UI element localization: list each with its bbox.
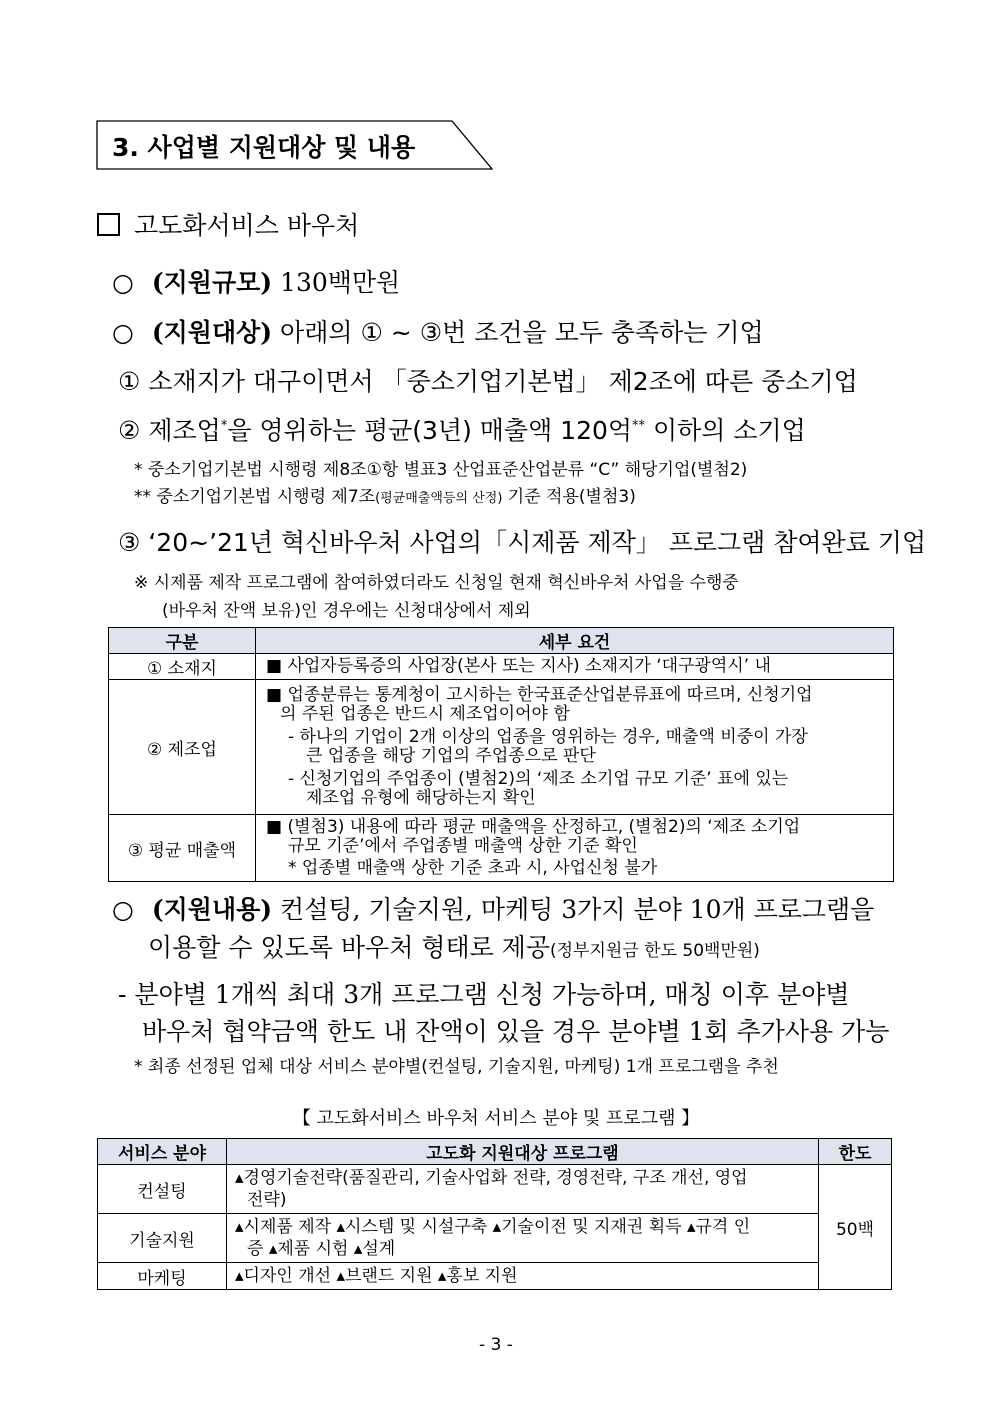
row-programs: ▴디자인 개선 ▴브랜드 지원 ▴홍보 지원 [227, 1263, 819, 1290]
table-header-row [109, 628, 894, 654]
circle-bullet-icon: ○ [112, 268, 134, 297]
column-header: 고도화 지원대상 프로그램 [227, 1139, 819, 1165]
column-header: 구분 [109, 628, 256, 654]
field-line-1: - 분야별 1개씩 최대 3개 프로그램 신청 가능하며, 매칭 이후 분야별 [118, 980, 850, 1009]
support-target-text: 아래의 ① ~ ③번 조건을 모두 충족하는 기업 [272, 318, 764, 347]
row-category: 기술지원 [98, 1214, 227, 1263]
support-scale-value: 130백만원 [272, 268, 401, 297]
footnote-1: * 중소기업기본법 시행령 제8조①항 별표3 산업표준산업분류 “C” 해당기업(별첨2) [134, 460, 748, 480]
row-category: ② 제조업 [109, 680, 256, 815]
condition-2: ② 제조업*을 영위하는 평균(3년) 매출액 120억** 이하의 소기업 [118, 416, 806, 445]
warning-line-1: ※ 시제품 제작 프로그램에 참여하였더라도 신청일 현재 혁신바우처 사업을 수행중 [134, 573, 739, 593]
limit-cell: 50백 [819, 1165, 892, 1290]
column-header: 세부 요건 [256, 628, 894, 654]
table-row [98, 1214, 892, 1263]
section-heading: 3. 사업별 지원대상 및 내용 [112, 133, 416, 162]
support-target-line [112, 313, 764, 349]
table-row [98, 1263, 892, 1290]
row-category: ① 소재지 [109, 654, 256, 680]
circle-bullet-icon: ○ [112, 318, 134, 347]
support-content-label: (지원내용) [151, 895, 273, 924]
row-detail: ■ (별첨3) 내용에 따라 평균 매출액을 산정하고, (별첨2)의 ‘제조 소기업 규모 기준’에서 주업종별 매출액 상한 기준 확인 * 업종별 매출액 상한 기준 초과 시, 사업신청 불가 [256, 815, 894, 882]
checkbox-square-icon [97, 213, 120, 236]
support-scale-line [112, 263, 400, 299]
table-row [109, 680, 894, 815]
footnote-3: * 최종 선정된 업체 대상 서비스 분야별(컨설팅, 기술지원, 마케팅) 1개 프로그램을 추천 [134, 1057, 779, 1077]
row-category: 컨설팅 [98, 1165, 227, 1214]
support-scale-label: (지원규모) [151, 268, 273, 297]
warning-line-2: (바우처 잔액 보유)인 경우에는 신청대상에서 제외 [162, 601, 531, 621]
field-line-2: 바우처 협약금액 한도 내 잔액이 있을 경우 분야별 1회 추가사용 가능 [142, 1017, 890, 1046]
column-header: 서비스 분야 [98, 1139, 227, 1165]
row-category: ③ 평균 매출액 [109, 815, 256, 882]
footnote-2: ** 중소기업기본법 시행령 제7조(평균매출액등의 산정) 기준 적용(별첨3) [134, 487, 636, 507]
requirements-table [108, 627, 894, 882]
row-category: 마케팅 [98, 1263, 227, 1290]
table-row [109, 654, 894, 680]
service-table [97, 1138, 892, 1290]
condition-1: ① 소재지가 대구이면서 「중소기업기본법」 제2조에 따른 중소기업 [118, 367, 858, 396]
row-detail: ■ 사업자등록증의 사업장(본사 또는 지사) 소재지가 ‘대구광역시’ 내 [256, 654, 894, 680]
column-header: 한도 [819, 1139, 892, 1165]
support-content-line-2: 이용할 수 있도록 바우처 형태로 제공(정부지원금 한도 50백만원) [148, 933, 760, 962]
support-target-label: (지원대상) [151, 318, 273, 347]
row-programs: ▴시제품 제작 ▴시스템 및 시설구축 ▴기술이전 및 지재권 획득 ▴규격 인 증 ▴제품 시험 ▴설계 [227, 1214, 819, 1263]
row-detail: ■ 업종분류는 통계청이 고시하는 한국표준산업분류표에 따르며, 신청기업 의 주된 업종은 반드시 제조업이어야 함 - 하나의 기업이 2개 이상의 업종을 영위하는 경우, 매출액 비중이 가장 큰 업종을 해당 기업의 주업종으로 판단 - 신청기업의 주업종이 (별첨2)의 ‘제조 소기업 규모 기준’ 표에 있는 제조업 유형에 해당하는지 확인 [256, 680, 894, 815]
table-header-row [98, 1139, 892, 1165]
table-row [98, 1165, 892, 1214]
page-number: - 3 - [479, 1335, 513, 1355]
table-row [109, 815, 894, 882]
support-content-line-1: ○ (지원내용) 컨설팅, 기술지원, 마케팅 3가지 분야 10개 프로그램을 [112, 895, 875, 924]
section-title: 고도화서비스 바우처 [97, 206, 359, 242]
row-programs: ▴경영기술전략(품질관리, 기술사업화 전략, 경영전략, 구조 개선, 영업 전략) [227, 1165, 819, 1214]
circle-bullet-icon: ○ [112, 895, 134, 924]
condition-3: ③ ‘20~’21년 혁신바우처 사업의「시제품 제작」 프로그램 참여완료 기업 [118, 528, 927, 557]
table-caption: 【 고도화서비스 바우처 서비스 분야 및 프로그램 】 [292, 1108, 700, 1129]
